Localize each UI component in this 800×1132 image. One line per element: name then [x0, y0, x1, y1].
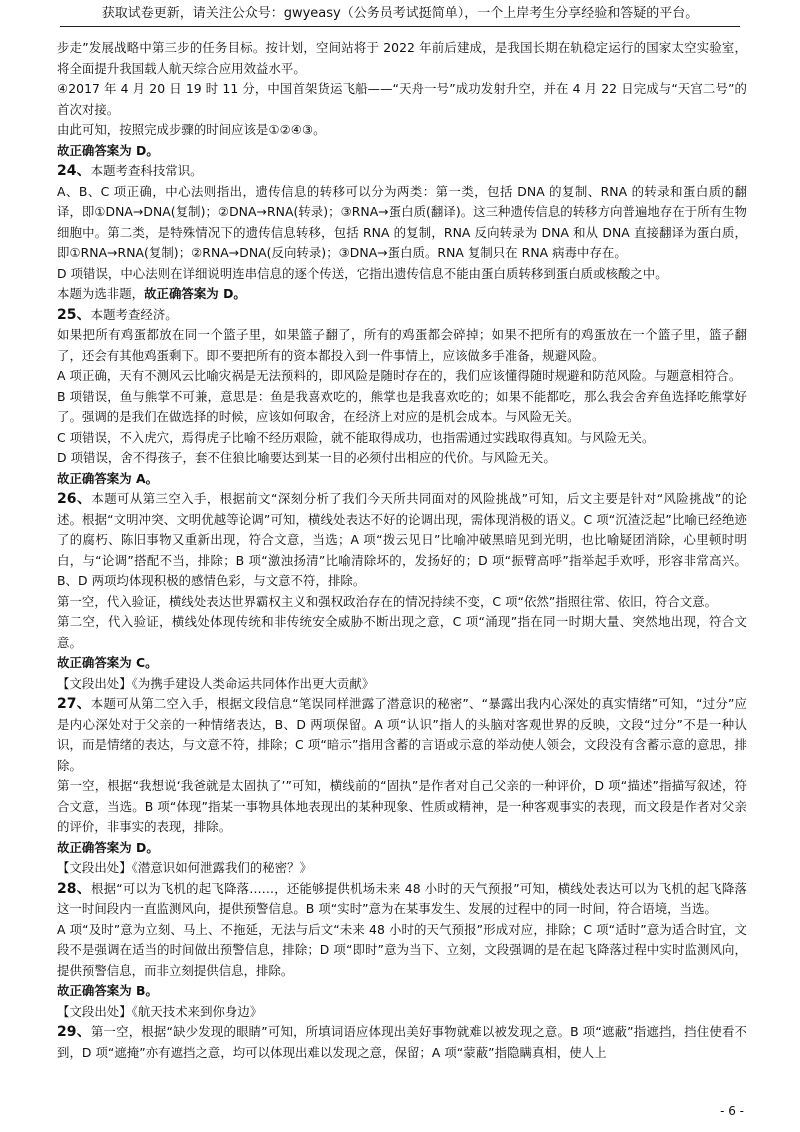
question-explanation	[57, 879, 747, 920]
answer-line: 故正确答案为 D。	[144, 286, 246, 301]
explanation-paragraph: B 项错误，鱼与熊掌不可兼，意思是：鱼是我喜欢吃的，熊掌也是我喜欢吃的；如果不能都吃，那么我会舍弃鱼选择吃熊掌好了。强调的是我们在做选择的时候，应该如何取舍，在经济上对应的是机会成本。与风险无关。	[57, 388, 747, 424]
explanation-paragraph: 第一空，代入验证，横线处表达世界霸权主义和强权政治存在的情况持续不变，C 项“依然”指照往常、依旧，符合文意。	[57, 593, 718, 609]
question-number: 28、	[57, 880, 92, 897]
question-explanation	[57, 1022, 747, 1063]
question-explanation	[57, 305, 747, 326]
answer-line: 故正确答案为 D。	[57, 142, 159, 158]
document-body	[57, 38, 747, 1063]
question-text: 本题考查科技常识。	[90, 163, 203, 178]
question-number: 29、	[57, 1024, 91, 1040]
paragraph-text: 本题为选非题，	[57, 286, 145, 301]
question-text: 根据“可以为飞机的起飞降落……，还能够提供机场未来 48 小时的天气预报”可知，横线处表达可以为飞机的起飞降落这一时间段内一直监测风向，提供预警信息。B 项“实时”意为在某事发生、发展的过程中的同一时间，符合语境，当选。	[57, 880, 747, 916]
question-explanation	[57, 489, 747, 592]
source-citation: 【文段出处】《潜意识如何泄露我们的秘密？》	[57, 860, 313, 875]
question-explanation	[57, 161, 747, 182]
question-number: 25、	[57, 306, 91, 323]
page-number: - 6 -	[720, 1104, 744, 1118]
answer-line: 故正确答案为 A。	[57, 470, 159, 486]
question-text: 本题可从第三空入手，根据前文“深刻分析了我们今天所共同面对的风险挑战”可知，后文主要是针对“风险挑战”的论述。根据“文明冲突、文明优越等论调”可知，横线处表达不好的论调出现，需体现消极的语义。C 项“沉渣泛起”比喻已经绝迹了的腐朽、陈旧事物又重新出现，符合文意，当选；A 项“拨云见日”比喻冲破黑暗见到光明，也比喻疑团消除，心里顿时明白，与“论调”搭配不当，排除；B 项“激浊扬清”比喻清除坏的，发扬好的；D 项“振臂高呼”指举起手欢呼，形容非常高兴。B、D 两项均体现积极的感情色彩，与文意不符，排除。	[57, 491, 747, 588]
page-header: 获取试卷更新，请关注公众号：gwyeasy（公务员考试挺简单），一个上岸考生分享经验和答疑的平台。	[60, 4, 740, 27]
question-text: 本题可从第二空入手，根据文段信息“笔误同样泄露了潜意识的秘密”、“暴露出我内心深处的真实情绪”可知，“过分”应是内心深处对于父亲的一种情绪表达，B、D 两项保留。A 项“认识”指人的头脑对客观世界的反映，文段“过分”不是一种认识，而是情绪的表达，与文意不符，排除；C 项“暗示”指用含蓄的言语或示意的举动使人领会，文段没有含蓄示意的意思，排除。	[57, 696, 747, 773]
explanation-paragraph: 第二空，代入验证，横线处体现传统和非传统安全威胁不断出现之意，C 项“涌现”指在同一时期大量、突然地出现，符合文意。	[57, 614, 747, 650]
source-citation: 【文段出处】《航天技术来到你身边》	[57, 1003, 263, 1019]
source-citation: 【文段出处】《为携手建设人类命运共同体作出更大贡献》	[57, 675, 375, 691]
explanation-paragraph: 如果把所有鸡蛋都放在同一个篮子里，如果篮子翻了，所有的鸡蛋都会碎掉；如果不把所有的鸡蛋放在一个篮子里，篮子翻了，还会有其他鸡蛋剩下。即不要把所有的资本都投入到一件事情上，应该做多手准备，规避风险。	[57, 327, 747, 363]
explanation-paragraph: A、B、C 项正确，中心法则指出，遗传信息的转移可以分为两类：第一类，包括 DNA 的复制、RNA 的转录和蛋白质的翻译，即①DNA→DNA(复制)；②DNA→RNA(转录)；③RNA→蛋白质(翻译)。这三种遗传信息的转移方向普遍地存在于所有生物细胞中。第二类，是特殊情况下的遗传信息转移，包括 RNA 的复制，RNA 反向转录为 DNA 和从 DNA 直接翻译为蛋白质，即①RNA→RNA(复制)；②RNA→DNA(反向转录)；③DNA→蛋白质。RNA 复制只在 RNA 病毒中存在。	[57, 183, 747, 260]
explanation-paragraph: 第一空，根据“我想说‘我爸就是太固执了’”可知，横线前的“固执”是作者对自己父亲的一种评价，D 项“描述”指描写叙述，符合文意，当选。B 项“体现”指某一事物具体地表现出的某种现象、性质或精神，是一种客观事实的表现，而文段是作者对父亲的评价，非事实的表现，排除。	[57, 778, 747, 834]
question-explanation	[57, 694, 747, 776]
explanation-paragraph: 由此可知，按照完成步骤的时间应该是①②④③。	[57, 122, 326, 137]
explanation-paragraph: ④2017 年 4 月 20 日 19 时 11 分，中国首架货运飞船——“天舟一号”成功发射升空，并在 4 月 22 日完成与“天宫二号”的首次对接。	[57, 81, 747, 117]
question-text: 第一空，根据“缺少发现的眼睛”可知，所填词语应体现出美好事物就难以被发现之意。B 项“遮蔽”指遮挡，挡住使看不到，D 项“遮掩”亦有遮挡之意，均可以体现出难以发现之意，保留；A 项“蒙蔽”指隐瞒真相，使人上	[57, 1024, 747, 1060]
explanation-paragraph: A 项“及时”意为立刻、马上、不拖延，无法与后文“未来 48 小时的天气预报”形成对应，排除；C 项“适时”意为适合时宜，文段不是强调在适当的时间做出预警信息，排除；D 项“即时”意为当下、立刻，文段强调的是在起飞降落过程中实时监测风向，提供预警信息，而非立刻提供信息，排除。	[57, 921, 747, 978]
answer-line: 故正确答案为 C。	[57, 655, 158, 670]
question-number: 27、	[57, 696, 91, 712]
answer-line: 故正确答案为 B。	[57, 983, 158, 998]
question-text: 本题考查经济。	[90, 306, 178, 322]
explanation-paragraph: C 项错误，不入虎穴，焉得虎子比喻不经历艰险，就不能取得成功，也指需通过实践取得真知。与风险无关。	[57, 429, 655, 445]
explanation-paragraph: 步走”发展战略中第三步的任务目标。按计划，空间站将于 2022 年前后建成，是我国长期在轨稳定运行的国家太空实验室，将全面提升我国载人航天综合应用效益水平。	[57, 40, 747, 76]
explanation-paragraph: A 项正确，天有不测风云比喻灾祸是无法预料的，即风险是随时存在的，我们应该懂得随时规避和防范风险。与题意相符合。	[57, 368, 742, 383]
explanation-paragraph: D 项错误，中心法则在详细说明连串信息的逐个传送，它指出遗传信息不能由蛋白质转移到蛋白质或核酸之中。	[57, 265, 668, 281]
question-number: 26、	[57, 491, 92, 507]
explanation-paragraph: D 项错误，舍不得孩子，套不住狼比喻要达到某一目的必须付出相应的代价。与风险无关。	[57, 450, 556, 465]
question-number: 24、	[57, 163, 91, 179]
explanation-paragraph	[57, 284, 747, 305]
answer-line: 故正确答案为 D。	[57, 839, 159, 855]
